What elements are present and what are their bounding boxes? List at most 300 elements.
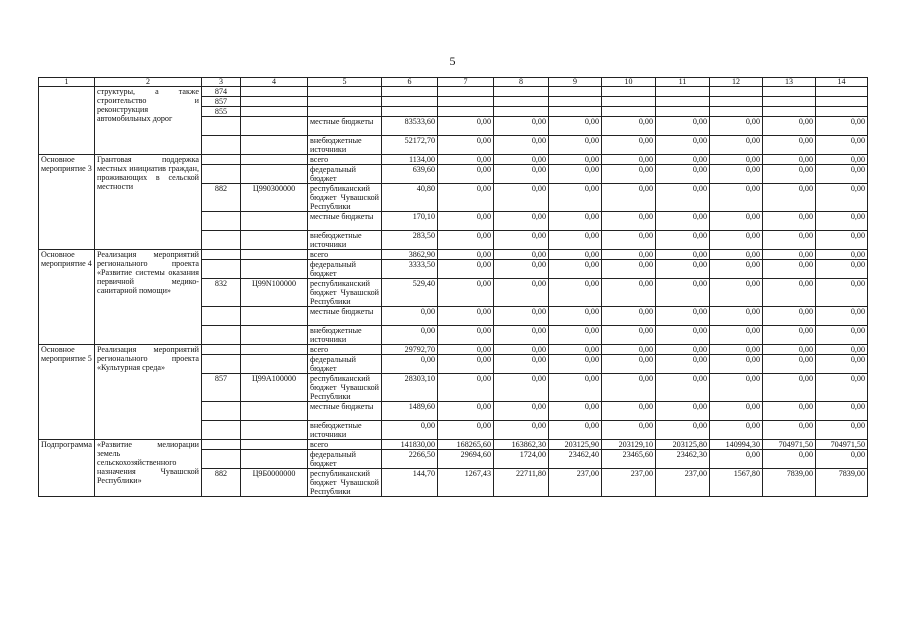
empty-cell: [202, 421, 241, 440]
value-cell: 0,00: [602, 279, 656, 307]
value-cell: 0,00: [494, 402, 549, 421]
header-cell: 11: [656, 78, 710, 87]
value-cell: 0,00: [816, 374, 868, 402]
empty-cell: [382, 107, 438, 117]
code-cell: 857: [202, 97, 241, 107]
empty-cell: [549, 87, 602, 97]
empty-cell: [308, 97, 382, 107]
value-cell: 29792,70: [382, 345, 438, 355]
value-cell: 141830,00: [382, 440, 438, 450]
code-cell: 882: [202, 469, 241, 497]
value-cell: 0,00: [816, 355, 868, 374]
value-cell: 0,00: [602, 231, 656, 250]
empty-cell: [202, 345, 241, 355]
value-cell: 0,00: [816, 450, 868, 469]
empty-cell: [241, 107, 308, 117]
value-cell: 144,70: [382, 469, 438, 497]
value-cell: 0,00: [438, 136, 494, 155]
value-cell: 0,00: [816, 307, 868, 326]
value-cell: 0,00: [763, 155, 816, 165]
value-cell: 0,00: [710, 450, 763, 469]
csr-cell: Ц9Б0000000: [241, 469, 308, 497]
value-cell: 0,00: [763, 450, 816, 469]
empty-cell: [241, 165, 308, 184]
value-cell: 3333,50: [382, 260, 438, 279]
code-cell: 874: [202, 87, 241, 97]
empty-cell: [308, 87, 382, 97]
value-cell: 0,00: [438, 165, 494, 184]
value-cell: 0,00: [816, 212, 868, 231]
header-cell: 8: [494, 78, 549, 87]
empty-cell: [202, 355, 241, 374]
value-cell: 0,00: [710, 374, 763, 402]
funding-source: республиканский бюджет Чувашской Республики: [308, 279, 382, 307]
funding-source: всего: [308, 440, 382, 450]
csr-cell: Ц99А100000: [241, 374, 308, 402]
value-cell: 0,00: [710, 165, 763, 184]
empty-cell: [816, 87, 868, 97]
page-number: 5: [449, 54, 456, 68]
value-cell: 0,00: [710, 402, 763, 421]
header-cell: 7: [438, 78, 494, 87]
code-cell: 832: [202, 279, 241, 307]
value-cell: 0,00: [656, 355, 710, 374]
table-row: [39, 250, 868, 260]
value-cell: 0,00: [549, 421, 602, 440]
value-cell: 0,00: [763, 117, 816, 136]
value-cell: 0,00: [763, 231, 816, 250]
empty-cell: [763, 107, 816, 117]
funding-source: местные бюджеты: [308, 117, 382, 136]
value-cell: 1724,00: [494, 450, 549, 469]
value-cell: 0,00: [656, 307, 710, 326]
empty-cell: [202, 440, 241, 450]
value-cell: 0,00: [656, 136, 710, 155]
value-cell: 0,00: [549, 279, 602, 307]
value-cell: 0,00: [438, 355, 494, 374]
value-cell: 0,00: [656, 231, 710, 250]
value-cell: 0,00: [656, 155, 710, 165]
empty-cell: [710, 87, 763, 97]
header-cell: 3: [202, 78, 241, 87]
value-cell: 0,00: [656, 165, 710, 184]
table-row: [39, 345, 868, 355]
header-cell: 14: [816, 78, 868, 87]
measure-label: Подпрограмма: [39, 440, 95, 497]
value-cell: 0,00: [602, 117, 656, 136]
value-cell: 0,00: [602, 212, 656, 231]
value-cell: 0,00: [656, 212, 710, 231]
value-cell: 0,00: [494, 165, 549, 184]
measure-description: Грантовая поддержка местных инициатив граждан, проживающих в сельской местности: [95, 155, 202, 250]
value-cell: 0,00: [710, 307, 763, 326]
code-cell: 855: [202, 107, 241, 117]
value-cell: 0,00: [710, 326, 763, 345]
value-cell: 28303,10: [382, 374, 438, 402]
value-cell: 0,00: [816, 155, 868, 165]
value-cell: 0,00: [602, 402, 656, 421]
budget-table: [38, 77, 868, 497]
empty-cell: [602, 97, 656, 107]
measure-description: структуры, а также строительство и реконструкция автомобильных дорог: [95, 87, 202, 155]
value-cell: 0,00: [710, 421, 763, 440]
value-cell: 0,00: [494, 355, 549, 374]
header-cell: 10: [602, 78, 656, 87]
table-row: [39, 155, 868, 165]
value-cell: 23462,40: [549, 450, 602, 469]
value-cell: 203125,90: [549, 440, 602, 450]
value-cell: 0,00: [710, 136, 763, 155]
value-cell: 0,00: [438, 402, 494, 421]
value-cell: 0,00: [494, 231, 549, 250]
value-cell: 0,00: [549, 402, 602, 421]
measure-description: «Развитие мелиорации земель сельскохозяйственного назначения Чувашской Республики»: [95, 440, 202, 497]
value-cell: 0,00: [382, 421, 438, 440]
value-cell: 704971,50: [816, 440, 868, 450]
value-cell: 0,00: [816, 345, 868, 355]
funding-source: всего: [308, 155, 382, 165]
empty-cell: [438, 107, 494, 117]
value-cell: 0,00: [602, 250, 656, 260]
value-cell: 0,00: [816, 231, 868, 250]
value-cell: 0,00: [763, 184, 816, 212]
empty-cell: [241, 136, 308, 155]
funding-source: внебюджетные источники: [308, 326, 382, 345]
value-cell: 237,00: [549, 469, 602, 497]
funding-source: федеральный бюджет: [308, 165, 382, 184]
value-cell: 0,00: [710, 155, 763, 165]
header-row: [39, 78, 868, 87]
value-cell: 0,00: [656, 250, 710, 260]
measure-label: Основное мероприятие 3: [39, 155, 95, 250]
value-cell: 639,60: [382, 165, 438, 184]
value-cell: 0,00: [816, 279, 868, 307]
value-cell: 0,00: [602, 326, 656, 345]
value-cell: 23462,30: [656, 450, 710, 469]
value-cell: 0,00: [602, 374, 656, 402]
empty-cell: [816, 107, 868, 117]
value-cell: 23465,60: [602, 450, 656, 469]
funding-source: внебюджетные источники: [308, 136, 382, 155]
value-cell: 0,00: [816, 326, 868, 345]
value-cell: 0,00: [656, 117, 710, 136]
value-cell: 0,00: [494, 345, 549, 355]
value-cell: 7839,00: [816, 469, 868, 497]
funding-source: всего: [308, 250, 382, 260]
code-cell: 857: [202, 374, 241, 402]
empty-cell: [382, 87, 438, 97]
value-cell: 0,00: [602, 136, 656, 155]
value-cell: 0,00: [763, 374, 816, 402]
empty-cell: [241, 117, 308, 136]
value-cell: 0,00: [816, 165, 868, 184]
table-row: [39, 440, 868, 450]
empty-cell: [202, 307, 241, 326]
value-cell: 0,00: [494, 260, 549, 279]
empty-cell: [241, 307, 308, 326]
empty-cell: [494, 87, 549, 97]
value-cell: 0,00: [438, 307, 494, 326]
funding-source: федеральный бюджет: [308, 450, 382, 469]
empty-cell: [763, 97, 816, 107]
value-cell: 0,00: [494, 374, 549, 402]
value-cell: 0,00: [382, 307, 438, 326]
csr-cell: Ц990300000: [241, 184, 308, 212]
value-cell: 0,00: [656, 326, 710, 345]
value-cell: 0,00: [763, 165, 816, 184]
value-cell: 0,00: [710, 231, 763, 250]
value-cell: 0,00: [710, 355, 763, 374]
value-cell: 0,00: [549, 136, 602, 155]
value-cell: 52172,70: [382, 136, 438, 155]
funding-source: федеральный бюджет: [308, 355, 382, 374]
funding-source: местные бюджеты: [308, 212, 382, 231]
value-cell: 0,00: [549, 212, 602, 231]
empty-cell: [241, 326, 308, 345]
empty-cell: [241, 345, 308, 355]
empty-cell: [494, 107, 549, 117]
value-cell: 0,00: [438, 260, 494, 279]
value-cell: 0,00: [656, 374, 710, 402]
value-cell: 0,00: [549, 307, 602, 326]
empty-cell: [241, 212, 308, 231]
value-cell: 1134,00: [382, 155, 438, 165]
empty-cell: [241, 97, 308, 107]
value-cell: 0,00: [763, 136, 816, 155]
funding-source: внебюджетные источники: [308, 421, 382, 440]
header-cell: 6: [382, 78, 438, 87]
value-cell: 0,00: [710, 279, 763, 307]
empty-cell: [202, 326, 241, 345]
value-cell: 168265,60: [438, 440, 494, 450]
header-cell: 4: [241, 78, 308, 87]
value-cell: 0,00: [549, 355, 602, 374]
table-row: [39, 87, 868, 97]
empty-cell: [202, 136, 241, 155]
value-cell: 0,00: [438, 345, 494, 355]
empty-cell: [656, 87, 710, 97]
value-cell: 0,00: [438, 374, 494, 402]
value-cell: 203129,10: [602, 440, 656, 450]
value-cell: 0,00: [763, 345, 816, 355]
value-cell: 0,00: [438, 184, 494, 212]
empty-cell: [763, 87, 816, 97]
value-cell: 0,00: [816, 260, 868, 279]
value-cell: 0,00: [656, 345, 710, 355]
value-cell: 0,00: [602, 345, 656, 355]
value-cell: 0,00: [438, 250, 494, 260]
value-cell: 0,00: [549, 165, 602, 184]
value-cell: 0,00: [656, 184, 710, 212]
value-cell: 1489,60: [382, 402, 438, 421]
empty-cell: [202, 117, 241, 136]
value-cell: 0,00: [816, 250, 868, 260]
value-cell: 0,00: [438, 212, 494, 231]
value-cell: 0,00: [438, 155, 494, 165]
value-cell: 0,00: [710, 184, 763, 212]
value-cell: 0,00: [438, 279, 494, 307]
empty-cell: [382, 97, 438, 107]
code-cell: 882: [202, 184, 241, 212]
value-cell: 0,00: [763, 355, 816, 374]
funding-source: федеральный бюджет: [308, 260, 382, 279]
value-cell: 170,10: [382, 212, 438, 231]
value-cell: 0,00: [438, 117, 494, 136]
value-cell: 140994,30: [710, 440, 763, 450]
value-cell: 0,00: [549, 155, 602, 165]
value-cell: 0,00: [710, 250, 763, 260]
value-cell: 0,00: [816, 184, 868, 212]
empty-cell: [202, 250, 241, 260]
empty-cell: [241, 231, 308, 250]
value-cell: 237,00: [656, 469, 710, 497]
value-cell: 3862,90: [382, 250, 438, 260]
value-cell: 0,00: [602, 165, 656, 184]
value-cell: 7839,00: [763, 469, 816, 497]
value-cell: 0,00: [602, 184, 656, 212]
value-cell: 0,00: [816, 136, 868, 155]
empty-cell: [438, 87, 494, 97]
empty-cell: [241, 260, 308, 279]
header-cell: 2: [95, 78, 202, 87]
value-cell: 2266,50: [382, 450, 438, 469]
empty-cell: [241, 355, 308, 374]
value-cell: 0,00: [494, 136, 549, 155]
value-cell: 0,00: [549, 250, 602, 260]
measure-label: Основное мероприятие 4: [39, 250, 95, 345]
value-cell: 0,00: [710, 117, 763, 136]
value-cell: 83533,60: [382, 117, 438, 136]
value-cell: 0,00: [438, 421, 494, 440]
value-cell: 29694,60: [438, 450, 494, 469]
empty-cell: [549, 107, 602, 117]
value-cell: 0,00: [494, 212, 549, 231]
empty-cell: [202, 155, 241, 165]
funding-source: местные бюджеты: [308, 402, 382, 421]
value-cell: 0,00: [656, 279, 710, 307]
value-cell: 0,00: [494, 155, 549, 165]
value-cell: 0,00: [494, 307, 549, 326]
value-cell: 0,00: [763, 421, 816, 440]
funding-source: внебюджетные источники: [308, 231, 382, 250]
value-cell: 0,00: [816, 402, 868, 421]
value-cell: 0,00: [602, 260, 656, 279]
funding-source: всего: [308, 345, 382, 355]
measure-description: Реализация мероприятий регионального проекта «Культурная среда»: [95, 345, 202, 440]
header-cell: 1: [39, 78, 95, 87]
value-cell: 203125,80: [656, 440, 710, 450]
funding-source: местные бюджеты: [308, 307, 382, 326]
value-cell: 0,00: [549, 374, 602, 402]
empty-cell: [241, 402, 308, 421]
value-cell: 0,00: [602, 421, 656, 440]
empty-cell: [202, 450, 241, 469]
value-cell: 0,00: [816, 117, 868, 136]
empty-cell: [202, 231, 241, 250]
value-cell: 0,00: [438, 231, 494, 250]
value-cell: 0,00: [763, 279, 816, 307]
value-cell: 0,00: [763, 402, 816, 421]
empty-cell: [710, 97, 763, 107]
measure-label: Основное мероприятие 5: [39, 345, 95, 440]
empty-cell: [202, 212, 241, 231]
value-cell: 0,00: [763, 260, 816, 279]
empty-cell: [241, 440, 308, 450]
value-cell: 0,00: [494, 117, 549, 136]
empty-cell: [602, 107, 656, 117]
funding-source: республиканский бюджет Чувашской Республики: [308, 184, 382, 212]
value-cell: 0,00: [710, 345, 763, 355]
value-cell: 1567,80: [710, 469, 763, 497]
value-cell: 0,00: [710, 260, 763, 279]
value-cell: 0,00: [382, 355, 438, 374]
value-cell: 0,00: [602, 155, 656, 165]
empty-cell: [656, 107, 710, 117]
funding-source: республиканский бюджет Чувашской Республики: [308, 469, 382, 497]
value-cell: 0,00: [549, 231, 602, 250]
empty-cell: [241, 87, 308, 97]
value-cell: 0,00: [656, 421, 710, 440]
empty-cell: [710, 107, 763, 117]
value-cell: 0,00: [494, 421, 549, 440]
value-cell: 283,50: [382, 231, 438, 250]
empty-cell: [241, 450, 308, 469]
header-cell: 13: [763, 78, 816, 87]
value-cell: 0,00: [494, 250, 549, 260]
value-cell: 0,00: [549, 326, 602, 345]
value-cell: 0,00: [549, 260, 602, 279]
empty-cell: [202, 402, 241, 421]
empty-cell: [494, 97, 549, 107]
value-cell: 40,80: [382, 184, 438, 212]
value-cell: 22711,80: [494, 469, 549, 497]
empty-cell: [656, 97, 710, 107]
empty-cell: [438, 97, 494, 107]
empty-cell: [241, 155, 308, 165]
empty-cell: [602, 87, 656, 97]
value-cell: 0,00: [494, 279, 549, 307]
empty-cell: [241, 250, 308, 260]
value-cell: 163862,30: [494, 440, 549, 450]
empty-cell: [202, 165, 241, 184]
value-cell: 0,00: [763, 250, 816, 260]
value-cell: 0,00: [602, 355, 656, 374]
value-cell: 0,00: [549, 345, 602, 355]
csr-cell: Ц99N100000: [241, 279, 308, 307]
measure-description: Реализация мероприятий регионального проекта «Развитие системы оказания первичной медико-санитарной помощи»: [95, 250, 202, 345]
header-cell: 9: [549, 78, 602, 87]
empty-cell: [549, 97, 602, 107]
value-cell: 704971,50: [763, 440, 816, 450]
header-cell: 12: [710, 78, 763, 87]
value-cell: 0,00: [816, 421, 868, 440]
row-label-cell: [39, 87, 95, 155]
value-cell: 0,00: [656, 402, 710, 421]
value-cell: 0,00: [494, 326, 549, 345]
value-cell: 0,00: [549, 117, 602, 136]
funding-source: республиканский бюджет Чувашской Республики: [308, 374, 382, 402]
value-cell: 1267,43: [438, 469, 494, 497]
value-cell: 0,00: [494, 184, 549, 212]
value-cell: 0,00: [438, 326, 494, 345]
empty-cell: [308, 107, 382, 117]
value-cell: 237,00: [602, 469, 656, 497]
value-cell: 0,00: [710, 212, 763, 231]
value-cell: 0,00: [549, 184, 602, 212]
value-cell: 0,00: [602, 307, 656, 326]
value-cell: 0,00: [763, 212, 816, 231]
value-cell: 0,00: [763, 326, 816, 345]
